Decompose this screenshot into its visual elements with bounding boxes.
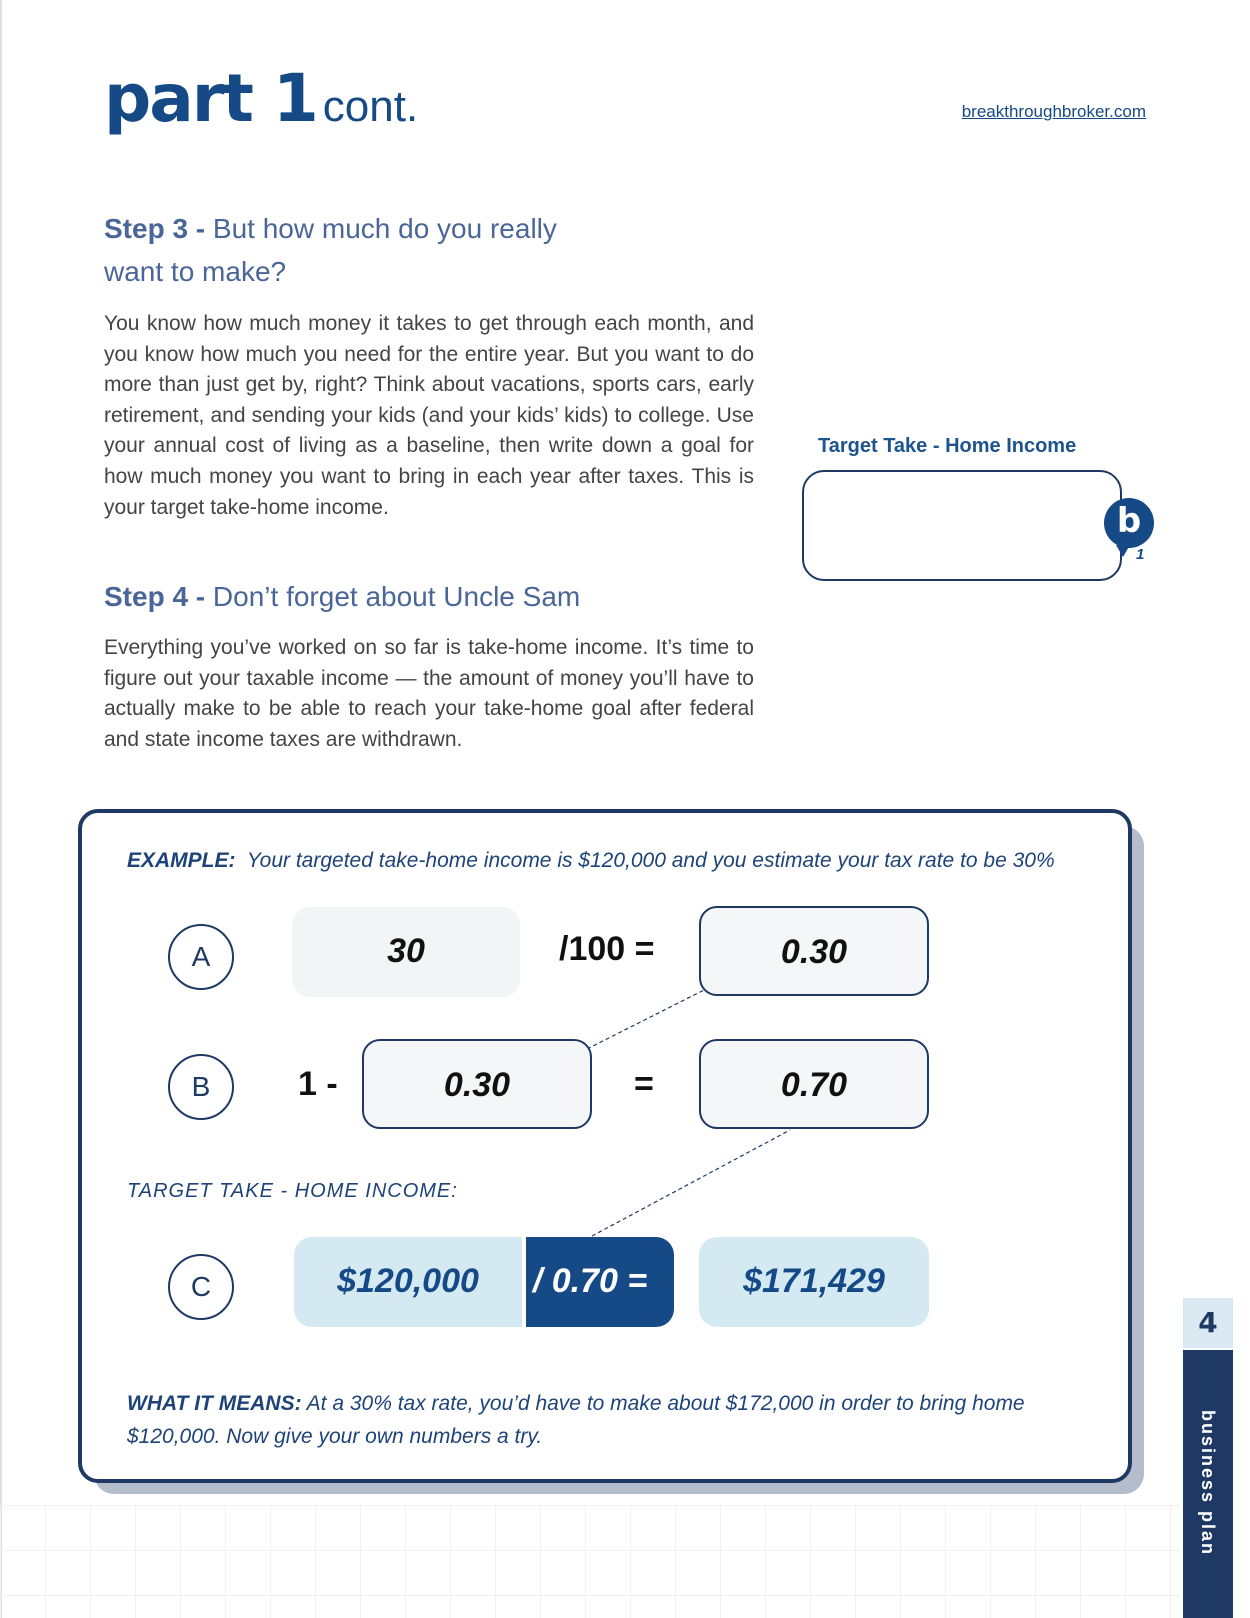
step3-body: You know how much money it takes to get through each month, and you know how much you need for the entire year. But you want to do more than just get by, right? Think about vacations, sports cars, early retirement, and sending your kids (and your kids’ kids) to college. Use your annual cost of living as a baseline, then write down a goal for how much money you want to bring in each year after taxes. This is your target take-home income. [104, 312, 754, 519]
brand-badge-number: 1 [1136, 546, 1145, 563]
page-title-suffix: cont. [322, 82, 419, 131]
row-b-operator: = [634, 1065, 654, 1103]
site-link[interactable]: breakthroughbroker.com [961, 102, 1146, 121]
row-a-operator: /100 = [559, 930, 655, 968]
row-b-input: 0.30 [362, 1039, 592, 1129]
means-label: WHAT IT MEANS: [127, 1392, 302, 1415]
row-b-prefix: 1 - [298, 1065, 338, 1103]
row-c-result: $171,429 [699, 1237, 929, 1327]
step3-title-line2: want to make? [104, 256, 287, 287]
what-it-means [127, 1387, 1027, 1453]
step4-title: Don’t forget about Uncle Sam [212, 581, 581, 612]
row-c-operator: / 0.70 = [506, 1237, 674, 1327]
target-income-field[interactable] [802, 470, 1122, 581]
row-b-circle: B [168, 1054, 234, 1120]
row-c-circle: C [168, 1254, 234, 1320]
example-description: Your targeted take-home income is $120,000 and you estimate your tax rate to be 30% [246, 849, 1055, 872]
example-text [127, 849, 1055, 873]
row-a-result: 0.30 [699, 906, 929, 996]
side-tab-label: business plan [1198, 1410, 1218, 1557]
page-number: 4 [1183, 1298, 1233, 1348]
row-a-input: 30 [292, 907, 520, 997]
page-title-main: part 1 [104, 60, 317, 137]
target-income-label: Target Take - Home Income [818, 435, 1077, 457]
means-text: At a 30% tax rate, you’d have to make about $172,000 in order to bring home $120,000. Now give your own numbers a try. [127, 1392, 1025, 1448]
step3-label: Step 3 - [104, 213, 206, 244]
step4-heading [104, 575, 664, 618]
step4-label: Step 4 - [104, 581, 206, 612]
grid-background [0, 1505, 1180, 1618]
row-b-result: 0.70 [699, 1039, 929, 1129]
brand-badge-icon: b [1104, 498, 1154, 548]
target-income-heading: TARGET TAKE - HOME INCOME: [127, 1180, 458, 1202]
page-title [104, 60, 418, 137]
step3-heading [104, 207, 664, 293]
example-card [78, 809, 1132, 1483]
row-a-circle: A [168, 924, 234, 990]
example-label: EXAMPLE: [127, 849, 236, 872]
step4-body: Everything you’ve worked on so far is take-home income. It’s time to figure out your taxable income — the amount of money you’ll have to actually make to be able to reach your take-home goal after federal and state income taxes are withdrawn. [104, 636, 754, 751]
row-c-input: $120,000 [294, 1237, 526, 1327]
step3-title-line1: But how much do you really [212, 213, 557, 244]
